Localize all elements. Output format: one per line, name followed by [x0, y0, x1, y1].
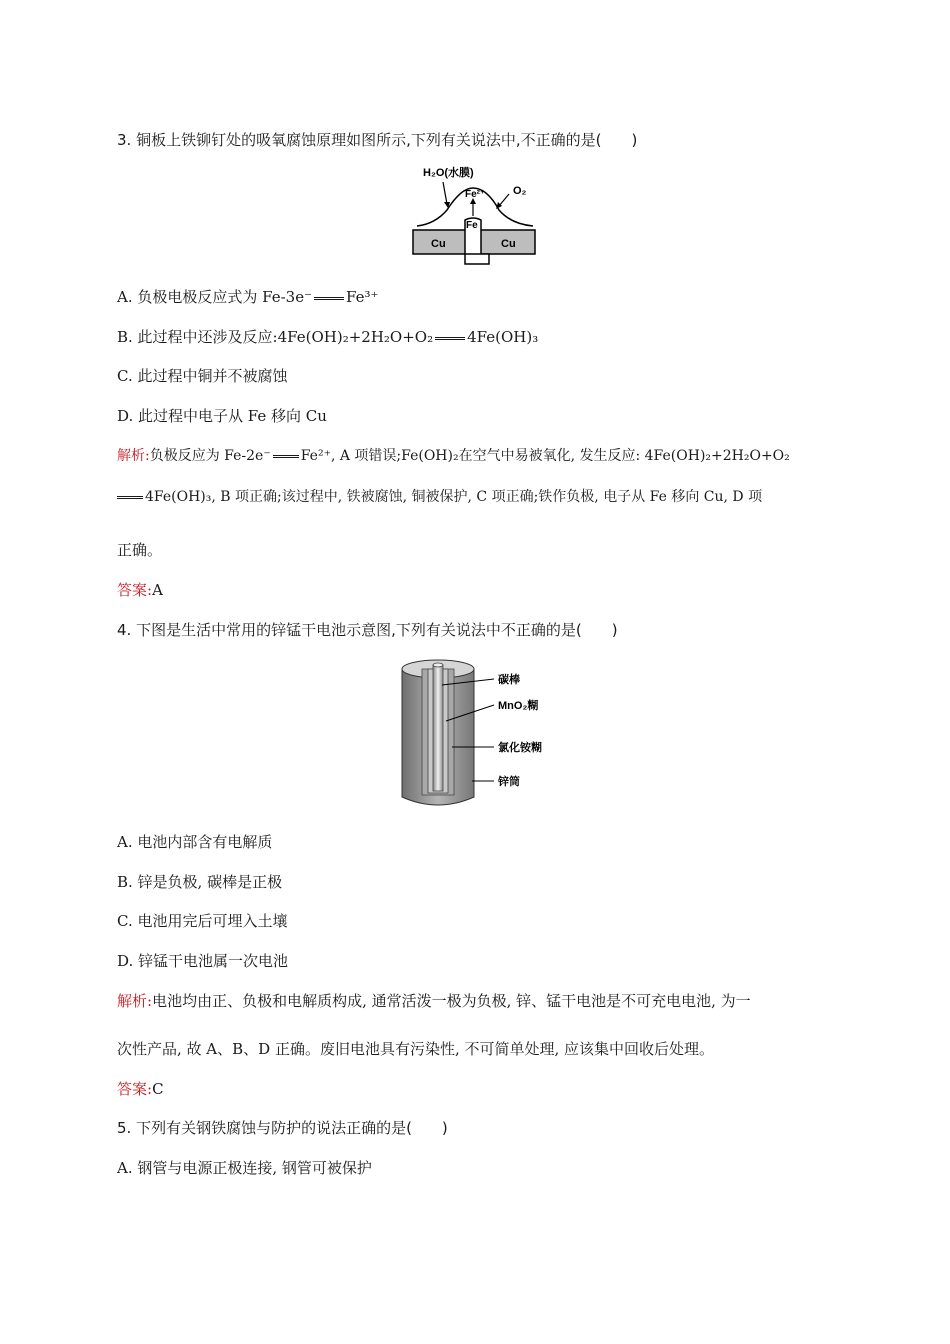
- o2-label: O₂: [513, 185, 527, 197]
- q3-answer-value: A: [152, 581, 163, 599]
- q3-option-c: C. 此过程中铜并不被腐蚀: [117, 367, 288, 385]
- q3-answer-label: 答案:: [117, 581, 153, 599]
- water-arrow: [443, 182, 447, 204]
- q3-option-d: D. 此过程中电子从 Fe 移向 Cu: [117, 407, 327, 425]
- q3-analysis-line1: [117, 446, 790, 466]
- reaction-equals-sign: [435, 337, 465, 340]
- q4-option-b: B. 锌是负极, 碳棒是正极: [117, 873, 283, 891]
- q3-option-b: [117, 327, 538, 347]
- q4-answer-label: 答案:: [117, 1080, 153, 1098]
- q3-analysis-label: 解析:: [117, 448, 150, 464]
- label-mno2: MnO₂糊: [498, 700, 539, 712]
- q4-stem: 4. 下图是生活中常用的锌锰干电池示意图,下列有关说法中不正确的是( ): [117, 621, 618, 639]
- q4-option-a: A. 电池内部含有电解质: [117, 833, 273, 851]
- q3-analysis-1a: 负极反应为 Fe-2e⁻: [149, 448, 271, 464]
- q3-corrosion-diagram: [405, 160, 545, 270]
- q5-option-a: A. 钢管与电源正极连接, 钢管可被保护: [117, 1159, 372, 1177]
- label-zinc-can: 锌筒: [498, 776, 520, 788]
- q3-answer: [117, 580, 163, 600]
- fe2-label: Fe²⁺: [465, 189, 486, 200]
- reaction-equals-sign: [314, 297, 344, 300]
- q3-option-a: [117, 287, 378, 307]
- q3-option-b-pre: B. 此过程中还涉及反应:4Fe(OH)₂+2H₂O+O₂: [117, 328, 434, 346]
- q3-analysis-line2: [117, 487, 762, 507]
- q4-option-c: C. 电池用完后可埋入土壤: [117, 912, 288, 930]
- carbon-rod: [433, 665, 443, 791]
- q4-analysis-line1: [117, 991, 751, 1011]
- cu-left-label: Cu: [431, 238, 446, 250]
- water-label: H₂O(水膜): [423, 167, 474, 179]
- o2-arrow: [499, 194, 509, 206]
- q4-answer: [117, 1079, 164, 1099]
- q4-dry-cell-diagram: [398, 655, 558, 815]
- q4-analysis-label: 解析:: [117, 992, 153, 1010]
- q3-option-a-pre: A. 负极电极反应式为 Fe-3e⁻: [117, 288, 313, 306]
- q4-answer-value: C: [152, 1080, 164, 1098]
- q3-analysis-2: 4Fe(OH)₃, B 项正确;该过程中, 铁被腐蚀, 铜被保护, C 项正确;铁作负极, 电子从 Fe 移向 Cu, D 项: [145, 489, 763, 505]
- q3-option-a-post: Fe³⁺: [346, 288, 379, 306]
- carbon-rod-top: [433, 663, 443, 667]
- q3-option-b-post: 4Fe(OH)₃: [467, 328, 539, 346]
- q4-analysis-line2: 次性产品, 故 A、B、D 正确。废旧电池具有污染性, 不可简单处理, 应该集中回收后处理。: [117, 1040, 715, 1058]
- fe-label: Fe: [466, 220, 478, 231]
- q4-analysis-1: 电池均由正、负极和电解质构成, 通常活泼一极为负极, 锌、锰干电池是不可充电电池, 为一: [152, 992, 751, 1010]
- label-nh4cl: 氯化铵糊: [498, 742, 542, 754]
- reaction-equals-sign: [117, 496, 143, 499]
- q3-stem: 3. 铜板上铁铆钉处的吸氧腐蚀原理如图所示,下列有关说法中,不正确的是( ): [117, 131, 638, 149]
- q4-option-d: D. 锌锰干电池属一次电池: [117, 952, 289, 970]
- label-carbon-rod: 碳棒: [498, 674, 520, 686]
- fe-rivet-shank: [465, 254, 489, 264]
- q5-stem: 5. 下列有关钢铁腐蚀与防护的说法正确的是( ): [117, 1119, 448, 1137]
- reaction-equals-sign: [273, 455, 299, 458]
- q3-analysis-1b: Fe²⁺, A 项错误;Fe(OH)₂在空气中易被氧化, 发生反应: 4Fe(OH)₂+2H₂O+O₂: [300, 448, 790, 464]
- cu-right-label: Cu: [501, 238, 516, 250]
- q3-analysis-line3: 正确。: [117, 541, 163, 559]
